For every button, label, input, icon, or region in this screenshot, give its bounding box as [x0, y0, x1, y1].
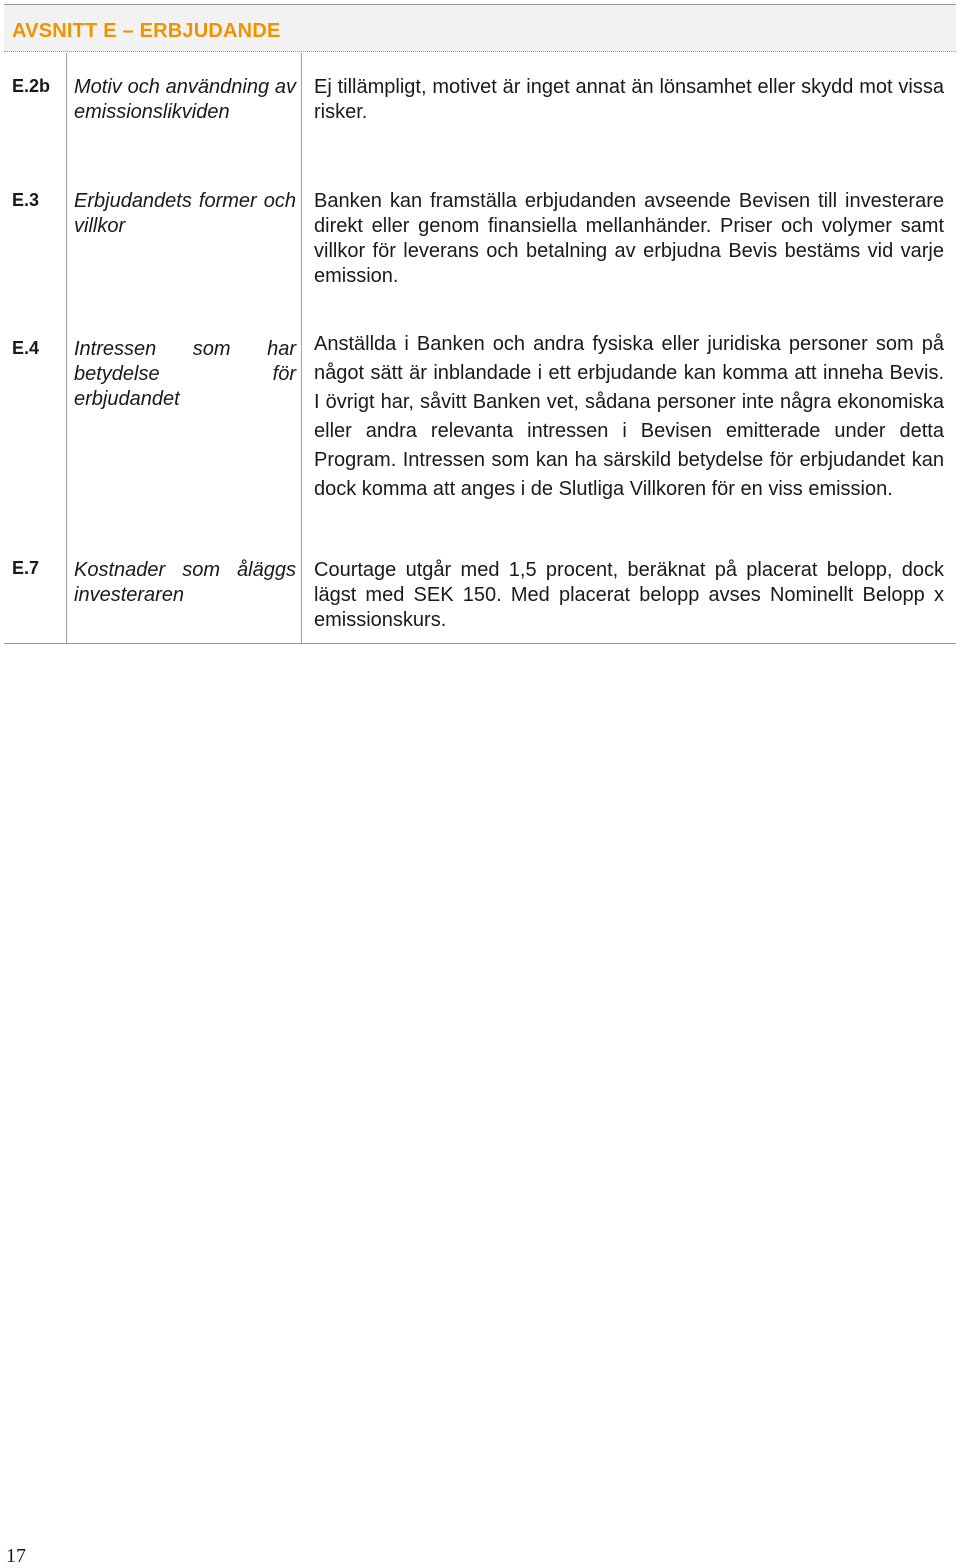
row-text: Anställda i Banken och andra fysiska eller juridiska personer som på något sätt är inblandade i ett erbjudande kan komma att inneha Bevis. I övrigt har, såvitt Banken vet, sådana personer inte några ekonomiska eller andra relevanta intressen i Bevisen emitterade under detta Program. Intressen som kan ha särskild betydelse för erbjudandet kan dock komma att anges i de Slutliga Villkoren för en viss emission. — [314, 333, 944, 500]
row-text: Banken kan framställa erbjudanden avseende Bevisen till investerare direkt eller genom finansiella mellanhänder. Priser och volymer samt villkor för leverans och betalning av erbjudna Bevis bestäms vid varje emission. — [314, 190, 944, 287]
column-divider-right — [301, 53, 302, 643]
row-text: Ej tillämpligt, motivet är inget annat än lönsamhet eller skydd mot vissa risker. — [314, 76, 944, 123]
row-label: Motiv och användning av emissionslikviden — [74, 76, 296, 123]
row-id: E.2b — [12, 76, 51, 96]
row-label: Erbjudandets former och villkor — [74, 190, 296, 237]
row-label: Kostnader som åläggs investeraren — [74, 559, 296, 606]
row-id: E.3 — [12, 190, 40, 210]
column-divider-left — [66, 53, 67, 643]
section-header — [4, 4, 956, 52]
section-title: AVSNITT E – ERBJUDANDE — [12, 20, 281, 42]
table-bottom-border — [4, 643, 956, 644]
page-number: 17 — [6, 1545, 26, 1567]
row-label: Intressen som har betydelse för erbjudandet — [74, 338, 296, 410]
row-id: E.4 — [12, 338, 40, 358]
row-text: Courtage utgår med 1,5 procent, beräknat på placerat belopp, dock lägst med SEK 150. Med placerat belopp avses Nominellt Belopp x emissionskurs. — [314, 559, 944, 631]
row-id: E.7 — [12, 558, 40, 578]
